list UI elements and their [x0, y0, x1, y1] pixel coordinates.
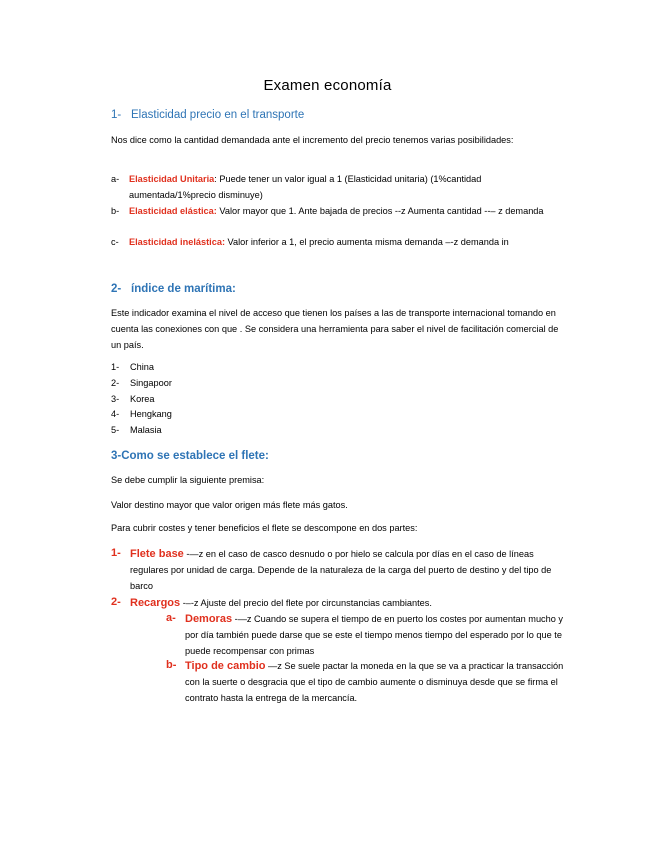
item-text: -–-z Ajuste del precio del flete por circunstancias cambiantes. [180, 598, 432, 608]
list-marker: 1- [111, 362, 120, 372]
elasticity-item-c [111, 234, 563, 250]
item-text: Valor mayor que 1. Ante bajada de precios --z Aumenta cantidad --– z demanda [216, 206, 544, 216]
elasticity-item-b [111, 203, 563, 219]
section-2-number: 2- [111, 283, 122, 295]
list-marker: b- [166, 659, 177, 671]
section-2-heading [111, 283, 236, 295]
item-label: Elasticidad inelástica: [129, 237, 225, 247]
item-text: —z Se suele pactar la moneda en la que se va a practicar la transacción con la suerte o desgracia que el tipo de cambio aumente o disminuya desde que se firma el contrato hasta la entrega de la mercancía. [185, 661, 564, 703]
list-marker: a- [166, 612, 176, 624]
item-label: Elasticidad Unitaria [129, 174, 215, 184]
list-item-text: China [130, 362, 155, 372]
list-marker: 1- [111, 547, 121, 559]
document-title: Examen economía [263, 77, 392, 94]
list-item-text: Malasia [130, 425, 162, 436]
list-marker: 2- [111, 377, 120, 388]
section-2-title: índice de marítima: [131, 283, 236, 295]
section-3-paragraph-3: Para cubrir costes y tener beneficios el flete se descompone en dos partes: [111, 523, 418, 533]
freight-item-base [111, 546, 563, 594]
item-text: : Puede tener un valor igual a 1 (Elasticidad unitaria) (1%cantidad aumentada/1%precio disminuye) [129, 174, 482, 200]
freight-item-surcharges [111, 595, 563, 611]
list-marker: c- [111, 237, 119, 247]
section-3-heading: 3-Como se establece el flete: [111, 450, 269, 462]
section-2-intro: Este indicador examina el nivel de acceso que tienen los países a las de transporte internacional tomando en cuenta las conexiones con que . Se considera una herramienta para saber el nivel de facilitación comercial de un país. [111, 308, 559, 350]
item-label: Elasticidad elástica: [129, 206, 217, 216]
item-text: Valor inferior a 1, el precio aumenta misma demanda –-z demanda in [225, 237, 509, 247]
surcharge-item-exchange-rate [166, 658, 564, 706]
section-3-paragraph-1: Se debe cumplir la siguiente premisa: [111, 475, 265, 485]
list-marker: a- [111, 174, 120, 184]
item-label: Tipo de cambio [185, 660, 266, 672]
item-label: Demoras [185, 613, 233, 625]
section-3-paragraph-2: Valor destino mayor que valor origen más flete más gatos. [111, 500, 348, 510]
list-marker: b- [111, 206, 120, 216]
section-1-intro: Nos dice como la cantidad demandada ante el incremento del precio tenemos varias posibilidades: [111, 135, 514, 145]
list-item-text: Singapoor [130, 377, 172, 388]
section-1-number: 1- [111, 109, 122, 121]
list-marker: 2- [111, 596, 121, 608]
item-label: Recargos [130, 597, 181, 609]
list-item-text: Korea [130, 393, 155, 404]
section-1-heading [111, 109, 304, 121]
surcharge-item-delays [166, 611, 564, 659]
list-marker: 3- [111, 393, 120, 404]
item-text: -—z en el caso de casco desnudo o por hielo se calcula por días en el caso de líneas regulares por unidad de carga. Depende de la naturaleza de la carga del puerto de destino y del tipo de barco [130, 549, 552, 591]
item-label: Flete base [130, 548, 184, 560]
item-text: -—z Cuando se supera el tiempo de en puerto los costes por aumentan mucho y por día también puede darse que se este el tiempo menos tiempo del esperado por lo que te puede recompensar con primas [185, 614, 564, 656]
section-1-title: Elasticidad precio en el transporte [131, 109, 305, 121]
list-marker: 4- [111, 409, 120, 420]
elasticity-item-a [111, 171, 563, 203]
list-item-text: Hengkang [130, 409, 172, 420]
list-marker: 5- [111, 425, 120, 436]
